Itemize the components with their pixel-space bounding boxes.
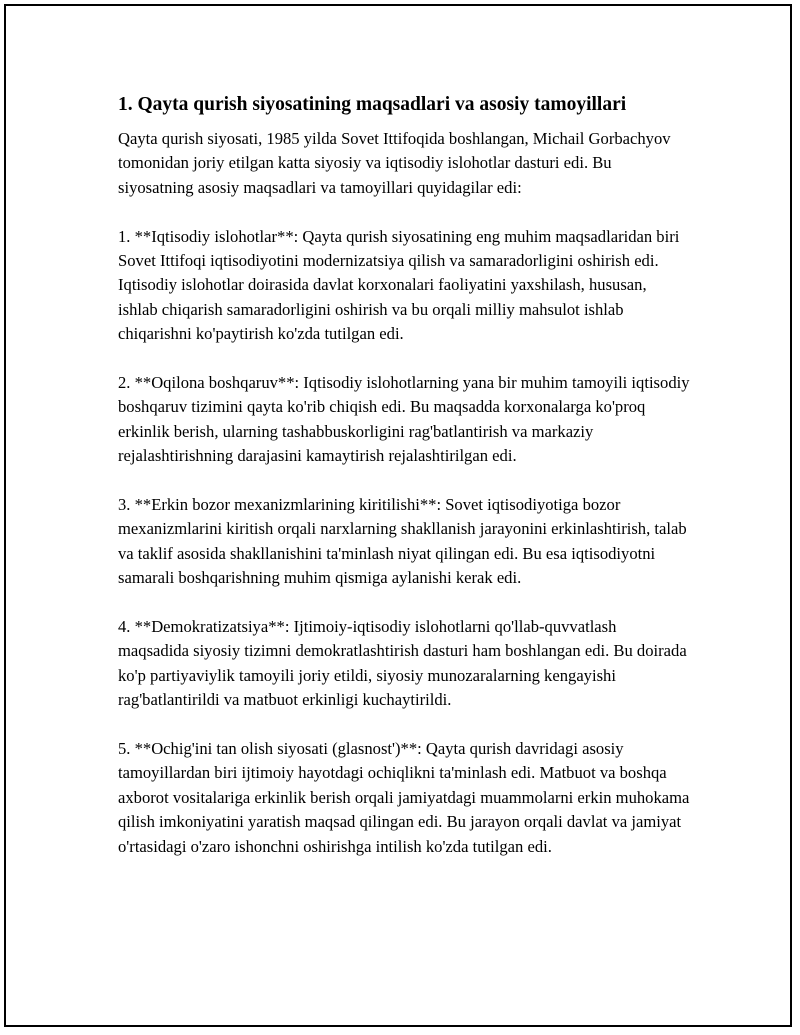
document-body: [118, 92, 690, 884]
paragraph-economic-reforms: 1. **Iqtisodiy islohotlar**: Qayta qurish siyosatining eng muhim maqsadlaridan biri Sovet Ittifoqi iqtisodiyotini modernizatsiya qilish va samaradorligini oshirish edi. Iqtisodiy islohotlar doirasida davlat korxonalari faoliyatini yaxshilash, hususan, ishlab chiqarish samaradorligini oshirish va bu orqali milliy mahsulot ishlab chiqarishni ko'paytirish ko'zda tutilgan edi.: [118, 226, 680, 344]
intro-paragraph: Qayta qurish siyosati, 1985 yilda Sovet Ittifoqida boshlangan, Michail Gorbachyov tomonidan joriy etilgan katta siyosiy va iqtisodiy islohotlar dasturi edi. Bu siyosatning asosiy maqsadlari va tamoyillari quyidagilar edi:: [118, 129, 671, 197]
paragraph-glasnost: 5. **Ochig'ini tan olish siyosati (glasnost')**: Qayta qurish davridagi asosiy tamoyillardan biri ijtimoiy hayotdagi ochiqlikni ta'minlash edi. Matbuot va boshqa axborot vositalariga erkinlik berish orqali jamiyatdagi muammolarni erkin muhokama qilish imkoniyatini yaratish maqsad qilingan edi. Bu jarayon orqali davlat va jamiyat o'rtasidagi o'zaro ishonchni oshirishga intilish ko'zda tutilgan edi.: [118, 739, 690, 856]
paragraph-democratization: 4. **Demokratizatsiya**: Ijtimoiy-iqtisodiy islohotlarni qo'llab-quvvatlash maqsadida siyosiy tizimni demokratlashtirish dasturi ham boshlangan edi. Bu doirada ko'p partiyaviylik tamoyili joriy etildi, siyosiy munozaralarning kengayishi rag'batlantirildi va matbuot erkinligi kuchaytirildi.: [118, 617, 687, 710]
paragraph-free-market: 3. **Erkin bozor mexanizmlarining kiritilishi**: Sovet iqtisodiyotiga bozor mexanizmlarini kiritish orqali narxlarning shakllanish jarayonini erkinlashtirish, talab va taklif asosida shakllanishini ta'minlash niyat qilingan edi. Bu esa iqtisodiyotni samarali boshqarishning muhim qismiga aylanishi kerak edi.: [118, 495, 687, 588]
document-title: 1. Qayta qurish siyosatining maqsadlari va asosiy tamoyillari: [118, 94, 627, 115]
paragraph-rational-management: 2. **Oqilona boshqaruv**: Iqtisodiy islohotlarning yana bir muhim tamoyili iqtisodiy boshqaruv tizimini qayta ko'rib chiqish edi. Bu maqsadda korxonalarga ko'proq erkinlik berish, ularning tashabbuskorligini rag'batlantirish va markaziy rejalashtirishning darajasini kamaytirish rejalashtirilgan edi.: [118, 373, 690, 466]
